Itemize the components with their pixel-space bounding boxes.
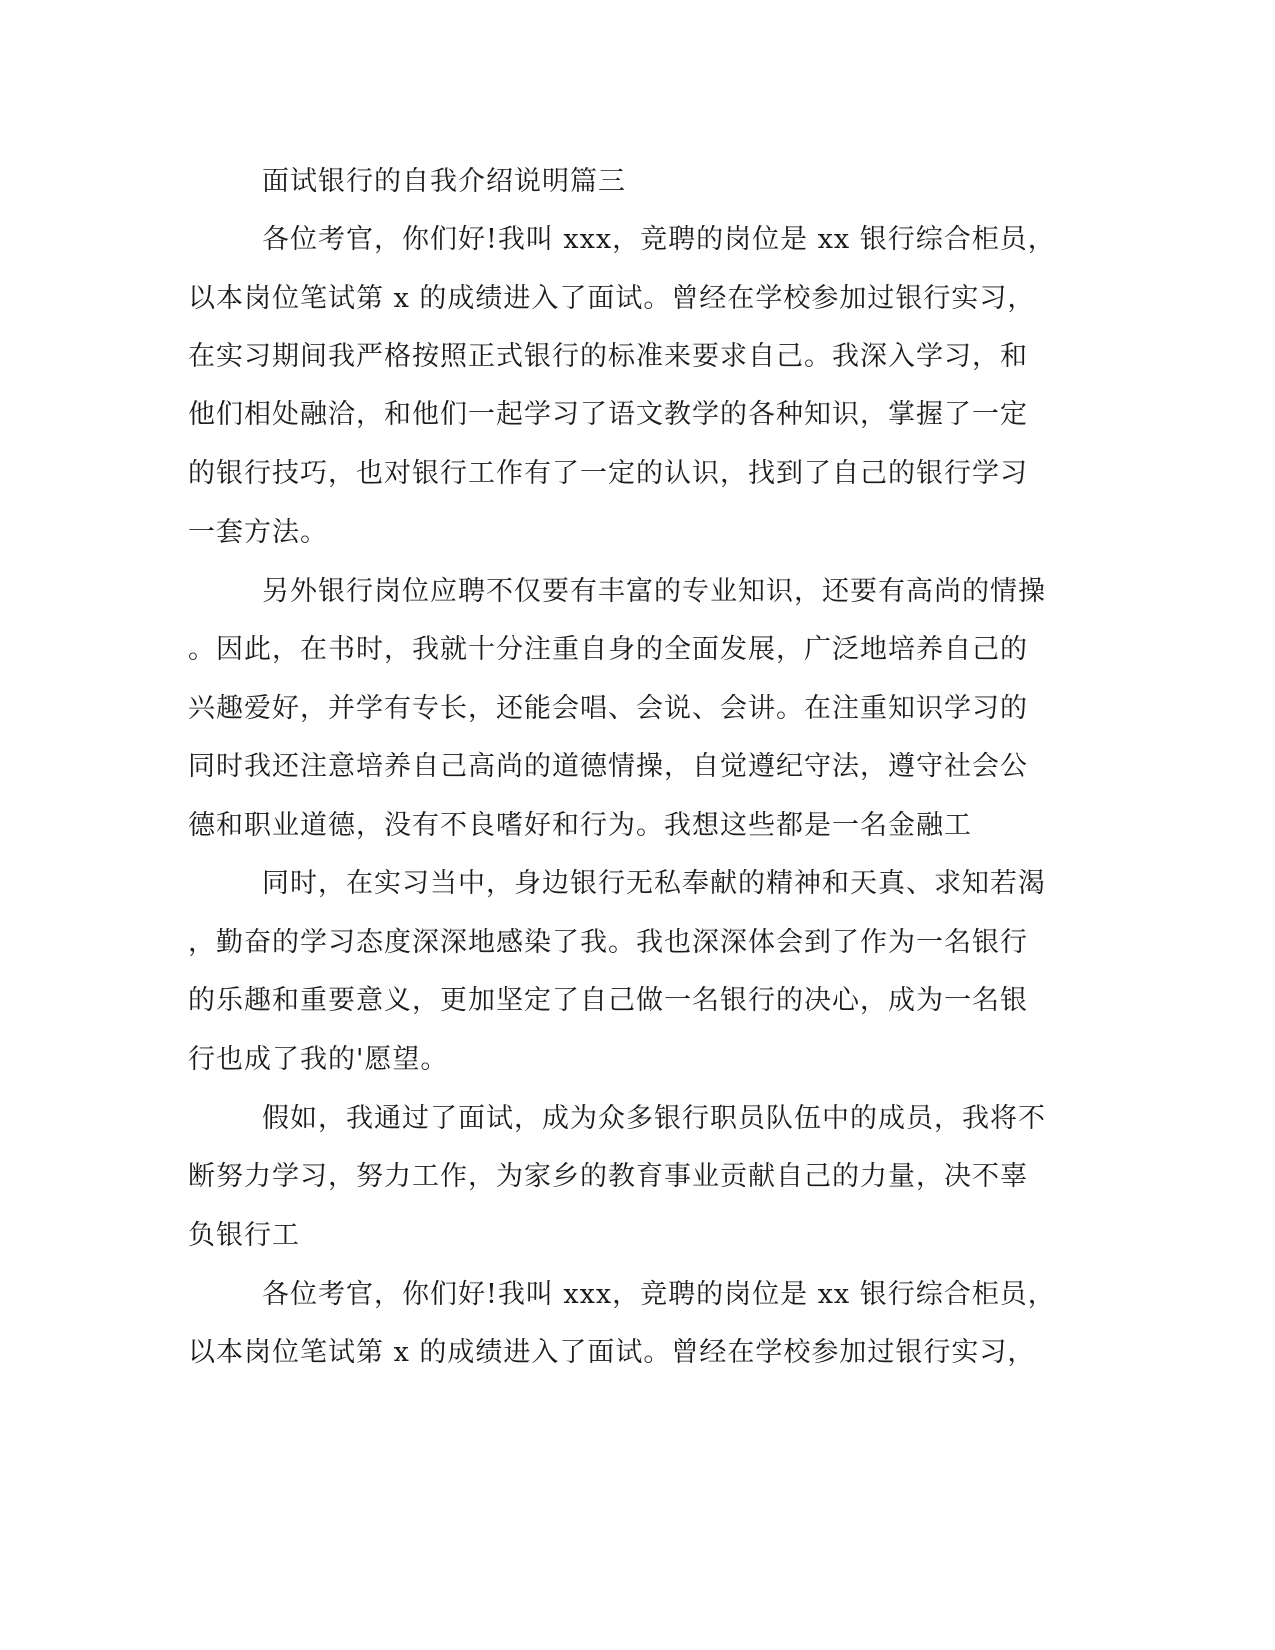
paragraph-line: 另外银行岗位应聘不仅要有丰富的专业知识，还要有高尚的情操 xyxy=(262,576,1046,607)
paragraph-line: 兴趣爱好，并学有专长，还能会唱、会说、会讲。在注重知识学习的 xyxy=(188,693,1028,724)
paragraph-line: 同时，在实习当中，身边银行无私奉献的精神和天真、求知若渴 xyxy=(262,868,1046,899)
paragraph-line: 各位考官，你们好!我叫 xxx，竞聘的岗位是 xx 银行综合柜员， xyxy=(262,1279,1056,1310)
paragraph-line: 各位考官，你们好!我叫 xxx，竞聘的岗位是 xx 银行综合柜员， xyxy=(262,224,1056,255)
paragraph-line: 。因此，在书时，我就十分注重自身的全面发展，广泛地培养自己的 xyxy=(188,634,1028,665)
paragraph-line: 的乐趣和重要意义，更加坚定了自己做一名银行的决心，成为一名银 xyxy=(188,985,1028,1016)
paragraph-line: ，勤奋的学习态度深深地感染了我。我也深深体会到了作为一名银行 xyxy=(188,927,1028,958)
paragraph-line: 他们相处融洽，和他们一起学习了语文教学的各种知识，掌握了一定 xyxy=(188,399,1028,430)
paragraph-line: 负银行工 xyxy=(188,1220,300,1251)
paragraph-line: 同时我还注意培养自己高尚的道德情操，自觉遵纪守法，遵守社会公 xyxy=(188,751,1028,782)
paragraph-line: 的银行技巧，也对银行工作有了一定的认识，找到了自己的银行学习 xyxy=(188,458,1028,489)
paragraph-line: 以本岗位笔试第 x 的成绩进入了面试。曾经在学校参加过银行实习， xyxy=(188,283,1036,314)
paragraph-line: 一套方法。 xyxy=(188,517,328,548)
document-title: 面试银行的自我介绍说明篇三 xyxy=(262,166,626,197)
paragraph-line: 断努力学习，努力工作，为家乡的教育事业贡献自己的力量，决不辜 xyxy=(188,1161,1028,1192)
paragraph-line: 以本岗位笔试第 x 的成绩进入了面试。曾经在学校参加过银行实习， xyxy=(188,1337,1036,1368)
paragraph-line: 在实习期间我严格按照正式银行的标准来要求自己。我深入学习，和 xyxy=(188,341,1028,372)
paragraph-line: 德和职业道德，没有不良嗜好和行为。我想这些都是一名金融工 xyxy=(188,810,972,841)
paragraph-line: 假如，我通过了面试，成为众多银行职员队伍中的成员，我将不 xyxy=(262,1103,1046,1134)
paragraph-line: 行也成了我的'愿望。 xyxy=(188,1044,449,1075)
